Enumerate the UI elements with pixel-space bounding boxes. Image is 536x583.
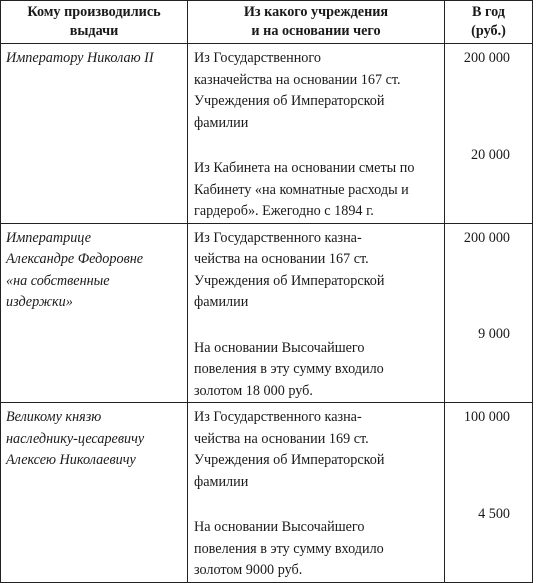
source-line: Учреждения об Императорской — [194, 272, 385, 289]
source-line: чейства на основании 169 ст. — [194, 430, 369, 447]
recipient-line: «на собственные — [6, 272, 110, 289]
amount-value: 200 000 — [463, 229, 510, 246]
source-entry — [188, 403, 444, 493]
source-line: золотом 18 000 руб. — [194, 382, 313, 399]
source-line: Из Кабинета на основании сметы по — [194, 160, 415, 176]
header-amount-line: В год — [472, 4, 505, 20]
amount-value: 200 000 — [463, 50, 510, 66]
recipient-text — [1, 224, 187, 314]
source-line: фамилии — [194, 473, 249, 490]
source-line: чейства на основании 167 ст. — [194, 251, 369, 267]
source-entry — [188, 154, 444, 223]
header-recipient — [1, 1, 188, 44]
source-line: фамилии — [194, 114, 249, 131]
source-entry — [188, 44, 444, 134]
recipient-text — [1, 44, 187, 70]
recipient-line: Александре Федоровне — [6, 251, 144, 267]
header-source-line: Из какого учреждения — [243, 4, 389, 20]
recipient-cell — [1, 44, 188, 224]
amount-cell — [445, 44, 533, 224]
header-source-line: и на основании чего — [251, 23, 381, 39]
source-entry — [188, 513, 444, 582]
table-row — [1, 403, 533, 583]
header-source — [188, 1, 445, 44]
source-line: Из Государственного казна- — [194, 229, 362, 246]
source-cell — [188, 403, 445, 583]
source-cell — [188, 44, 445, 224]
recipient-line: Императрице — [6, 229, 92, 246]
source-line: Из Государственного казна- — [194, 409, 362, 425]
amount-value: 100 000 — [463, 409, 510, 425]
amount-value: 4 500 — [478, 505, 510, 522]
amount-value: 9 000 — [478, 326, 510, 342]
source-line: Кабинету «на комнатные расходы и — [194, 181, 409, 198]
source-line: повеления в эту сумму входило — [194, 540, 384, 557]
amount-value: 20 000 — [470, 146, 510, 163]
recipient-line: Алексею Николаевичу — [6, 452, 136, 468]
source-line: Из Государственного — [194, 50, 321, 66]
source-line: Учреждения об Императорской — [194, 93, 385, 109]
source-entry — [188, 224, 444, 314]
recipient-cell — [1, 403, 188, 583]
header-amount-line: (руб.) — [471, 23, 506, 39]
recipient-text — [1, 403, 187, 472]
amount-cell — [445, 223, 533, 403]
header-row — [1, 1, 533, 44]
recipient-line: издержки» — [6, 294, 73, 310]
source-line: фамилии — [194, 294, 249, 310]
source-entry — [188, 334, 444, 403]
recipient-line: Великому князю — [6, 409, 102, 425]
source-cell — [188, 223, 445, 403]
header-recipient-line: Кому производились — [27, 4, 161, 20]
recipient-cell — [1, 223, 188, 403]
source-line: золотом 9000 руб. — [194, 562, 303, 578]
header-amount — [445, 1, 533, 44]
header-recipient-line: выдачи — [69, 23, 119, 39]
table-row — [1, 44, 533, 224]
recipient-line: наследнику-цесаревичу — [6, 430, 145, 447]
source-line: Учреждения об Императорской — [194, 452, 385, 468]
source-line: гардероб». Ежегодно с 1894 г. — [194, 203, 374, 219]
source-line: На основании Высочайшего — [194, 519, 365, 535]
table-row — [1, 223, 533, 403]
source-line: казначейства на основании 167 ст. — [194, 71, 401, 88]
source-line: На основании Высочайшего — [194, 339, 365, 356]
amount-cell — [445, 403, 533, 583]
source-line: повеления в эту сумму входило — [194, 361, 384, 377]
recipient-line: Императору Николаю II — [6, 50, 154, 66]
